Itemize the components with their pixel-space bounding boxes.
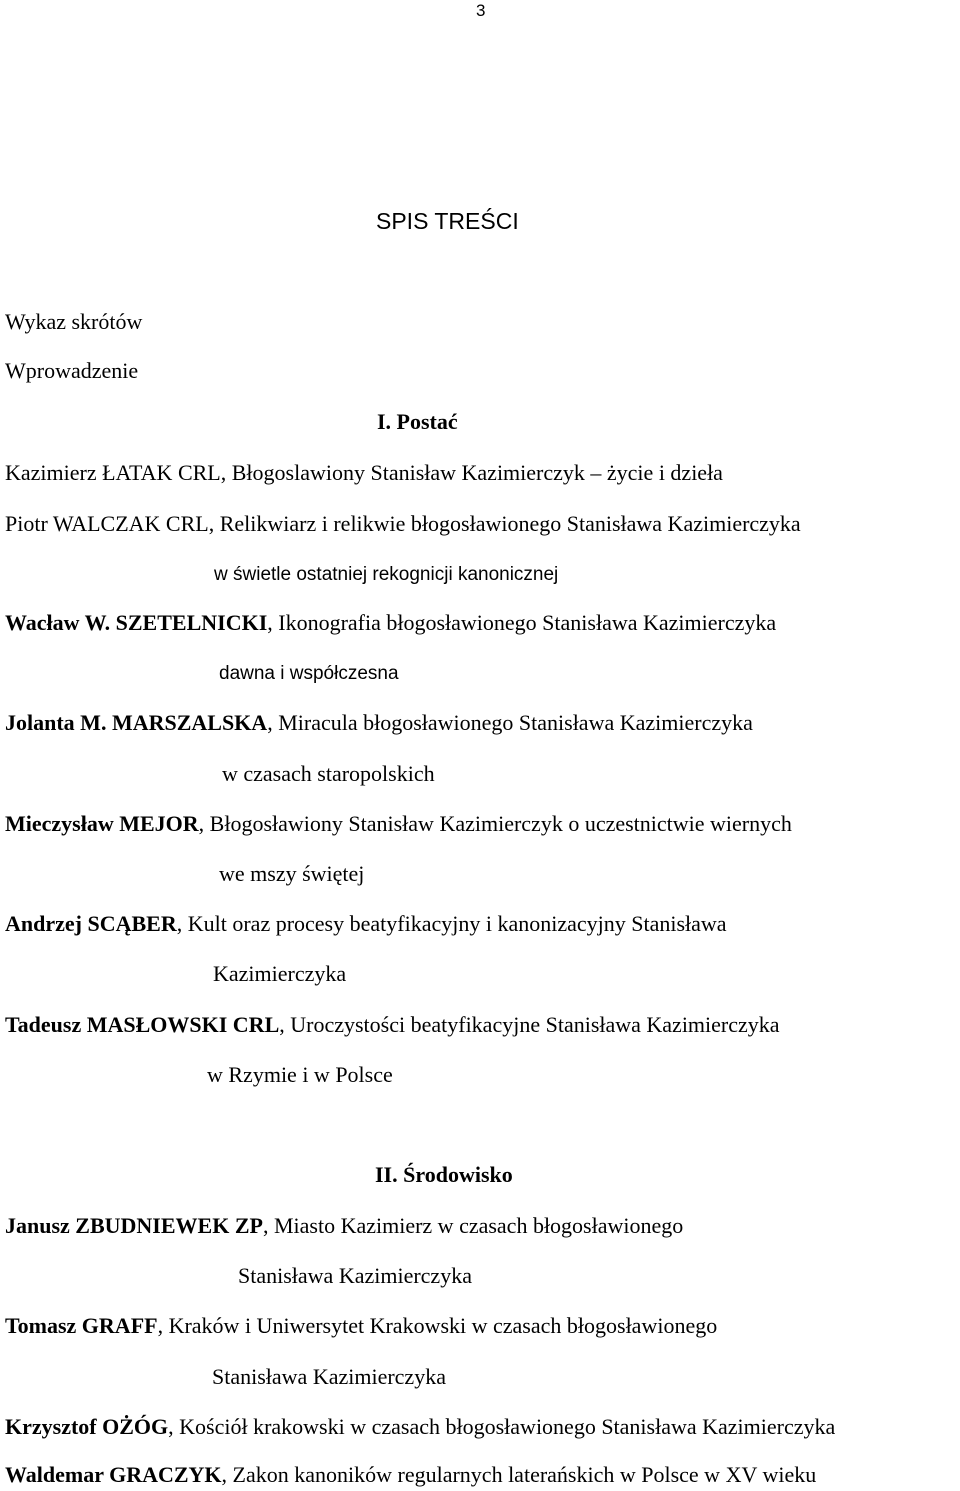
toc-entry[interactable] (5, 510, 801, 538)
entry-continuation: we mszy świętej (219, 861, 365, 886)
entry-continuation: Kazimierczyka (213, 961, 347, 986)
toc-item-abbreviations[interactable]: Wykaz skrótów (5, 309, 143, 334)
entry-author: Wacław W. SZETELNICKI (5, 610, 268, 635)
entry-continuation: w czasach staropolskich (222, 761, 435, 786)
entry-title: , Błogosławiony Stanisław Kazimierczyk o uczestnictwie wiernych (198, 811, 792, 836)
toc-entry[interactable] (5, 459, 723, 487)
entry-author: Jolanta M. MARSZALSKA (5, 710, 268, 735)
entry-title: , Ikonografia błogosławionego Stanisława Kazimierczyka (267, 610, 777, 635)
entry-title: , Kult oraz procesy beatyfikacyjny i kanonizacyjny Stanisława (176, 911, 727, 936)
entry-title: , Zakon kanoników regularnych laterańskich w Polsce w XV wieku (221, 1462, 817, 1487)
page-number: 3 (476, 1, 486, 20)
entry-author: Tadeusz MASŁOWSKI CRL (5, 1012, 280, 1037)
entry-author: Mieczysław MEJOR (5, 811, 199, 836)
toc-item-introduction[interactable]: Wprowadzenie (5, 358, 139, 383)
entry-continuation: Stanisława Kazimierczyka (238, 1263, 472, 1288)
toc-entry[interactable] (5, 1212, 683, 1240)
toc-entry[interactable] (5, 1461, 816, 1489)
entry-continuation: dawna i współczesna (219, 663, 399, 684)
toc-entry[interactable] (5, 1312, 717, 1340)
toc-entry[interactable] (5, 910, 727, 938)
entry-title: , Kraków i Uniwersytet Krakowski w czasach błogosławionego (157, 1313, 718, 1338)
entry-author: Krzysztof OŻÓG (5, 1414, 169, 1439)
entry-author: Waldemar GRACZYK (5, 1462, 222, 1487)
toc-entry[interactable] (5, 1413, 835, 1441)
entry-title: , Kościół krakowski w czasach błogosławionego Stanisława Kazimierczyka (168, 1414, 836, 1439)
toc-entry[interactable] (5, 609, 776, 637)
entry-author: Kazimierz ŁATAK CRL (5, 460, 221, 485)
entry-author: Piotr WALCZAK CRL (5, 511, 209, 536)
entry-author: Andrzej SCĄBER (5, 911, 177, 936)
entry-author: Tomasz GRAFF (5, 1313, 158, 1338)
dash-separator: – (590, 460, 602, 485)
toc-entry[interactable] (5, 709, 753, 737)
entry-title: , Relikwiarz i relikwie błogosławionego Stanisława Kazimierczyka (208, 511, 801, 536)
toc-entry[interactable] (5, 810, 792, 838)
entry-continuation: w Rzymie i w Polsce (207, 1062, 393, 1087)
entry-title: , Błogoslawiony Stanisław Kazimierczyk (220, 460, 585, 485)
entry-continuation: Stanisława Kazimierczyka (212, 1364, 446, 1389)
entry-author: Janusz ZBUDNIEWEK ZP (5, 1213, 263, 1238)
page-title: SPIS TREŚCI (376, 208, 519, 234)
section-heading-1: I. Postać (377, 409, 458, 434)
entry-continuation: w świetle ostatniej rekognicji kanonicznej (214, 564, 559, 585)
section-heading-2: II. Środowisko (375, 1162, 513, 1187)
entry-title: , Miracula błogosławionego Stanisława Kazimierczyka (267, 710, 753, 735)
entry-title: , Uroczystości beatyfikacyjne Stanisława Kazimierczyka (279, 1012, 780, 1037)
entry-title-continued: życie i dzieła (601, 460, 723, 485)
toc-entry[interactable] (5, 1011, 780, 1039)
entry-title: , Miasto Kazimierz w czasach błogosławionego (262, 1213, 684, 1238)
